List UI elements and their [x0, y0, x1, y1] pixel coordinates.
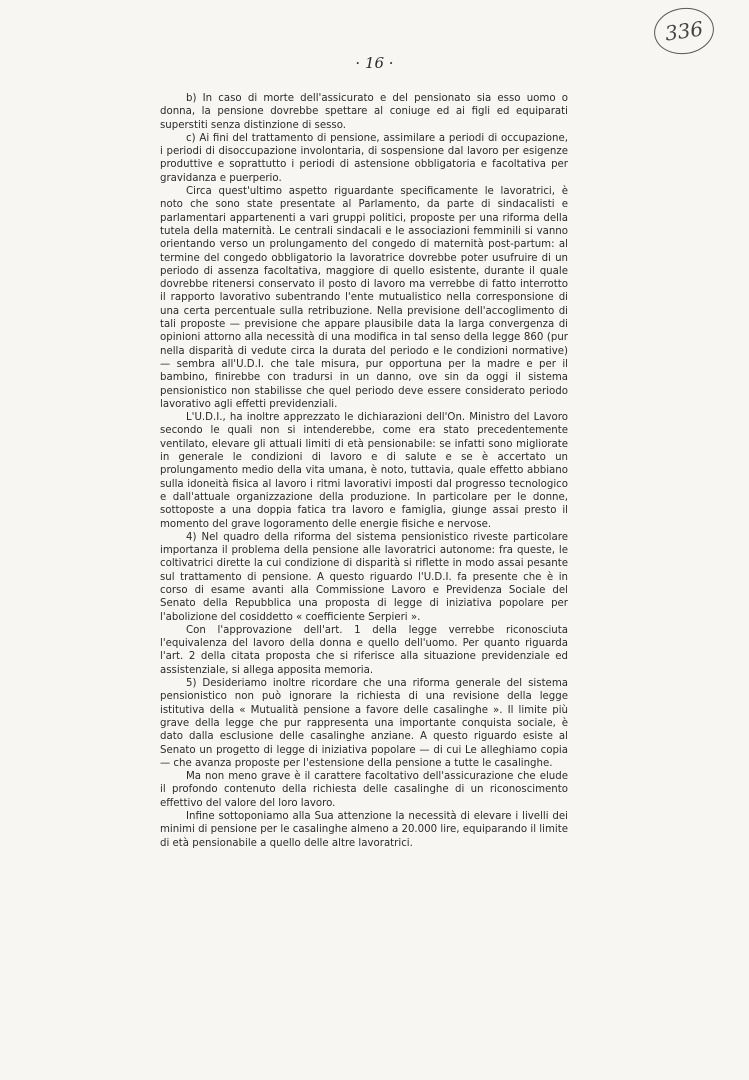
paragraph-c: c) Ai fini del trattamento di pensione, assimilare a periodi di occupazione, i periodi di disoccupazione involontaria, di sospensione dal lavoro per esigenze produttive e soprattutto i periodi di astensione obbligatoria e facoltativa per gravidanza e puerperio.	[160, 132, 568, 184]
page-number: · 16 ·	[355, 54, 394, 72]
paragraph-udi-minister: L'U.D.I., ha inoltre apprezzato le dichiarazioni dell'On. Ministro del Lavoro secondo le quali non si intenderebbe, come era stato precedentemente ventilato, elevare gli attuali limiti di età pensionabile: se infatti sono migliorate in generale le condizioni di lavoro e di salute e se è accertato un prolungamento medio della vita umana, è noto, tuttavia, quale effetto abbiano sulla idoneità fisica al lavoro i ritmi lavorativi imposti dal progresso tecnologico e dall'attuale organizzazione della produzione. In particolare per le donne, sottoposte a una doppia fatica tra lavoro e famiglia, giunge assai presto il momento del grave logoramento delle energie fisiche e nervose.	[160, 412, 568, 530]
archive-number-stamp	[651, 4, 717, 58]
paragraph-facoltativo: Ma non meno grave è il carattere facoltativo dell'assicurazione che elude il profondo contenuto della richiesta delle casalinghe di un riconoscimento effettivo del valore del loro lavoro.	[160, 771, 568, 809]
archive-number: 336	[663, 16, 705, 46]
paragraph-art-1: Con l'approvazione dell'art. 1 della legge verrebbe riconosciuta l'equivalenza del lavoro della donna e quello dell'uomo. Per quanto riguarda l'art. 2 della citata proposta che si riferisce alla situazione previdenziale ed assistenziale, si allega apposita memoria.	[160, 624, 568, 676]
document-body	[160, 92, 568, 850]
paragraph-infine: Infine sottoponiamo alla Sua attenzione la necessità di elevare i livelli dei minimi di pensione per le casalinghe almeno a 20.000 lire, equiparando il limite di età pensionabile a quello delle altre lavoratrici.	[160, 811, 568, 849]
paragraph-b: b) In caso di morte dell'assicurato e del pensionato sia esso uomo o donna, la pensione dovrebbe spettare al coniuge ed ai figli ed equiparati superstiti senza distinzione di sesso.	[160, 93, 568, 131]
paragraph-maternity: Circa quest'ultimo aspetto riguardante specificamente le lavoratrici, è noto che sono state presentate al Parlamento, da parte di sindacalisti e parlamentari appartenenti a vari gruppi politici, proposte per una riforma della tutela della maternità. Le centrali sindacali e le associazioni femminili si vanno orientando verso un prolungamento del congedo di maternità post-partum: al termine del congedo obbligatorio la lavoratrice dovrebbe poter usufruire di un periodo di assenza facoltativa, maggiore di quello esistente, durante il quale dovrebbe ritenersi conservato il posto di lavoro ma verrebbe di fatto interrotto il rapporto lavorativo subentrando l'ente mutualistico nella corresponsione di una certa percentuale sulla retribuzione. Nella previsione dell'accoglimento di tali proposte — previsione che appare plausibile data la larga convergenza di opinioni attorno alla necessità di una modifica in tal senso della legge 860 (pur nella disparità di vedute circa la durata del periodo e le condizioni normative) — sembra all'U.D.I. che tale misura, pur opportuna per la madre e per il bambino, finirebbe con tradursi in un danno, ove sin da oggi il sistema pensionistico non stabilisse che quel periodo deve essere considerato periodo lavorativo agli effetti previdenziali.	[160, 186, 568, 410]
paragraph-5: 5) Desideriamo inoltre ricordare che una riforma generale del sistema pensionistico non può ignorare la richiesta di una revisione della legge istitutiva della « Mutualità pensione a favore delle casalinghe ». Il limite più grave della legge che pur rappresenta una importante conquista sociale, è dato dalla esclusione delle casalinghe anziane. A questo riguardo esiste al Senato un progetto di legge di iniziativa popolare — di cui Le alleghiamo copia — che avanza proposte per l'estensione della pensione a tutte le casalinghe.	[160, 678, 568, 769]
paragraph-4: 4) Nel quadro della riforma del sistema pensionistico riveste particolare importanza il problema della pensione alle lavoratrici autonome: fra queste, le coltivatrici dirette la cui condizione di disparità si riflette in modo assai pesante sul trattamento di pensione. A questo riguardo l'U.D.I. fa presente che è in corso di esame avanti alla Commissione Lavoro e Previdenza Sociale del Senato della Repubblica una proposta di legge di iniziativa popolare per l'abolizione del cosiddetto « coefficiente Serpieri ».	[160, 531, 568, 623]
